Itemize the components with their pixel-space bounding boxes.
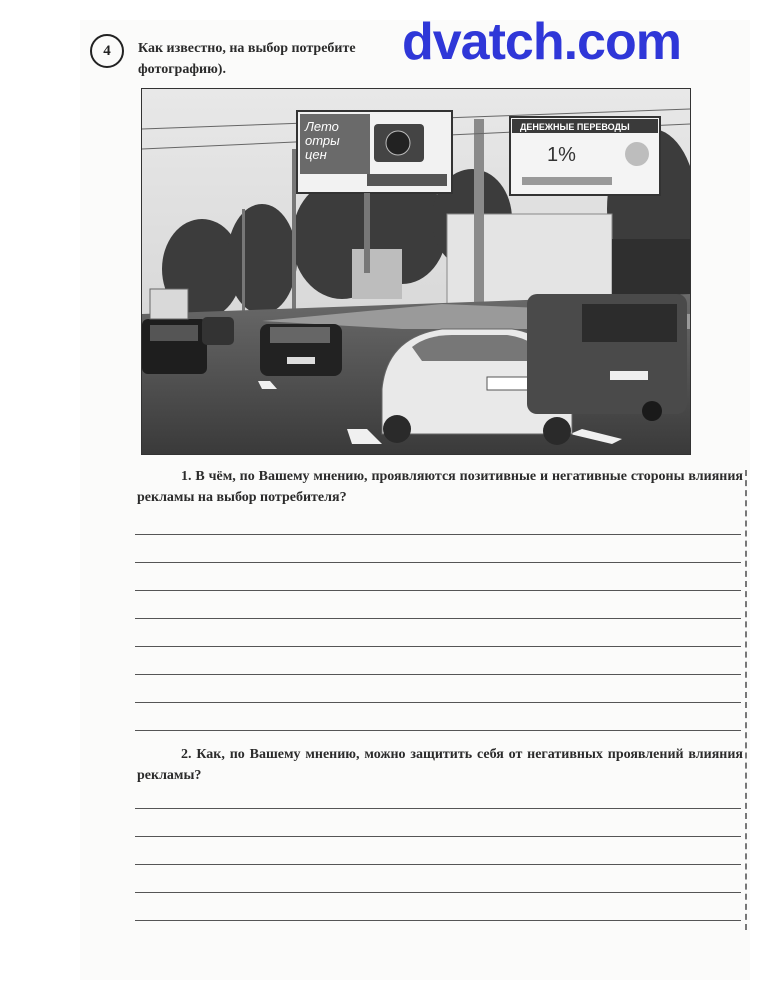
answer-line[interactable] [135,702,741,703]
street-photo [141,88,691,455]
answer-line[interactable] [135,618,741,619]
billboard-left-text1: Лето [305,119,339,134]
van [527,294,687,421]
answer-line[interactable] [135,920,741,921]
task-intro-line1: Как известно, на выбор потребите [138,41,356,56]
billboard-left-text2: отры [305,133,340,148]
car-dark-center [260,324,342,376]
task-number-badge [90,34,124,68]
answer-line[interactable] [135,730,741,731]
answer-line[interactable] [135,562,741,563]
bus [150,289,188,319]
watermark-logo: dvatch.com [402,13,681,71]
question-1-text: 1. В чём, по Вашему мнению, проявляются позитивные и негативные стороны влияния рекламы на выбор потребителя? [137,469,743,505]
answer-line[interactable] [135,836,741,837]
billboard-right [510,117,660,195]
question-2-text: 2. Как, по Вашему мнению, можно защитить себя от негативных проявлений влияния рекламы? [137,747,743,783]
billboard-left-text3: цен [305,147,327,162]
answer-line[interactable] [135,808,741,809]
answer-line[interactable] [135,892,741,893]
task-number: 4 [103,42,111,59]
billboard-right-percent: 1% [547,144,576,166]
cut-line [745,470,747,930]
car-dark-left [142,319,207,374]
billboard-right-header: ДЕНЕЖНЫЕ ПЕРЕВОДЫ [520,122,630,132]
answer-line[interactable] [135,864,741,865]
answer-line[interactable] [135,646,741,647]
question-2 [137,744,743,786]
answer-line[interactable] [135,534,741,535]
task-intro-line2: фотографию). [138,62,226,77]
answer-line[interactable] [135,590,741,591]
car-small [202,317,234,345]
question-1 [137,466,743,508]
street-photo-illustration [142,89,690,454]
answer-line[interactable] [135,674,741,675]
